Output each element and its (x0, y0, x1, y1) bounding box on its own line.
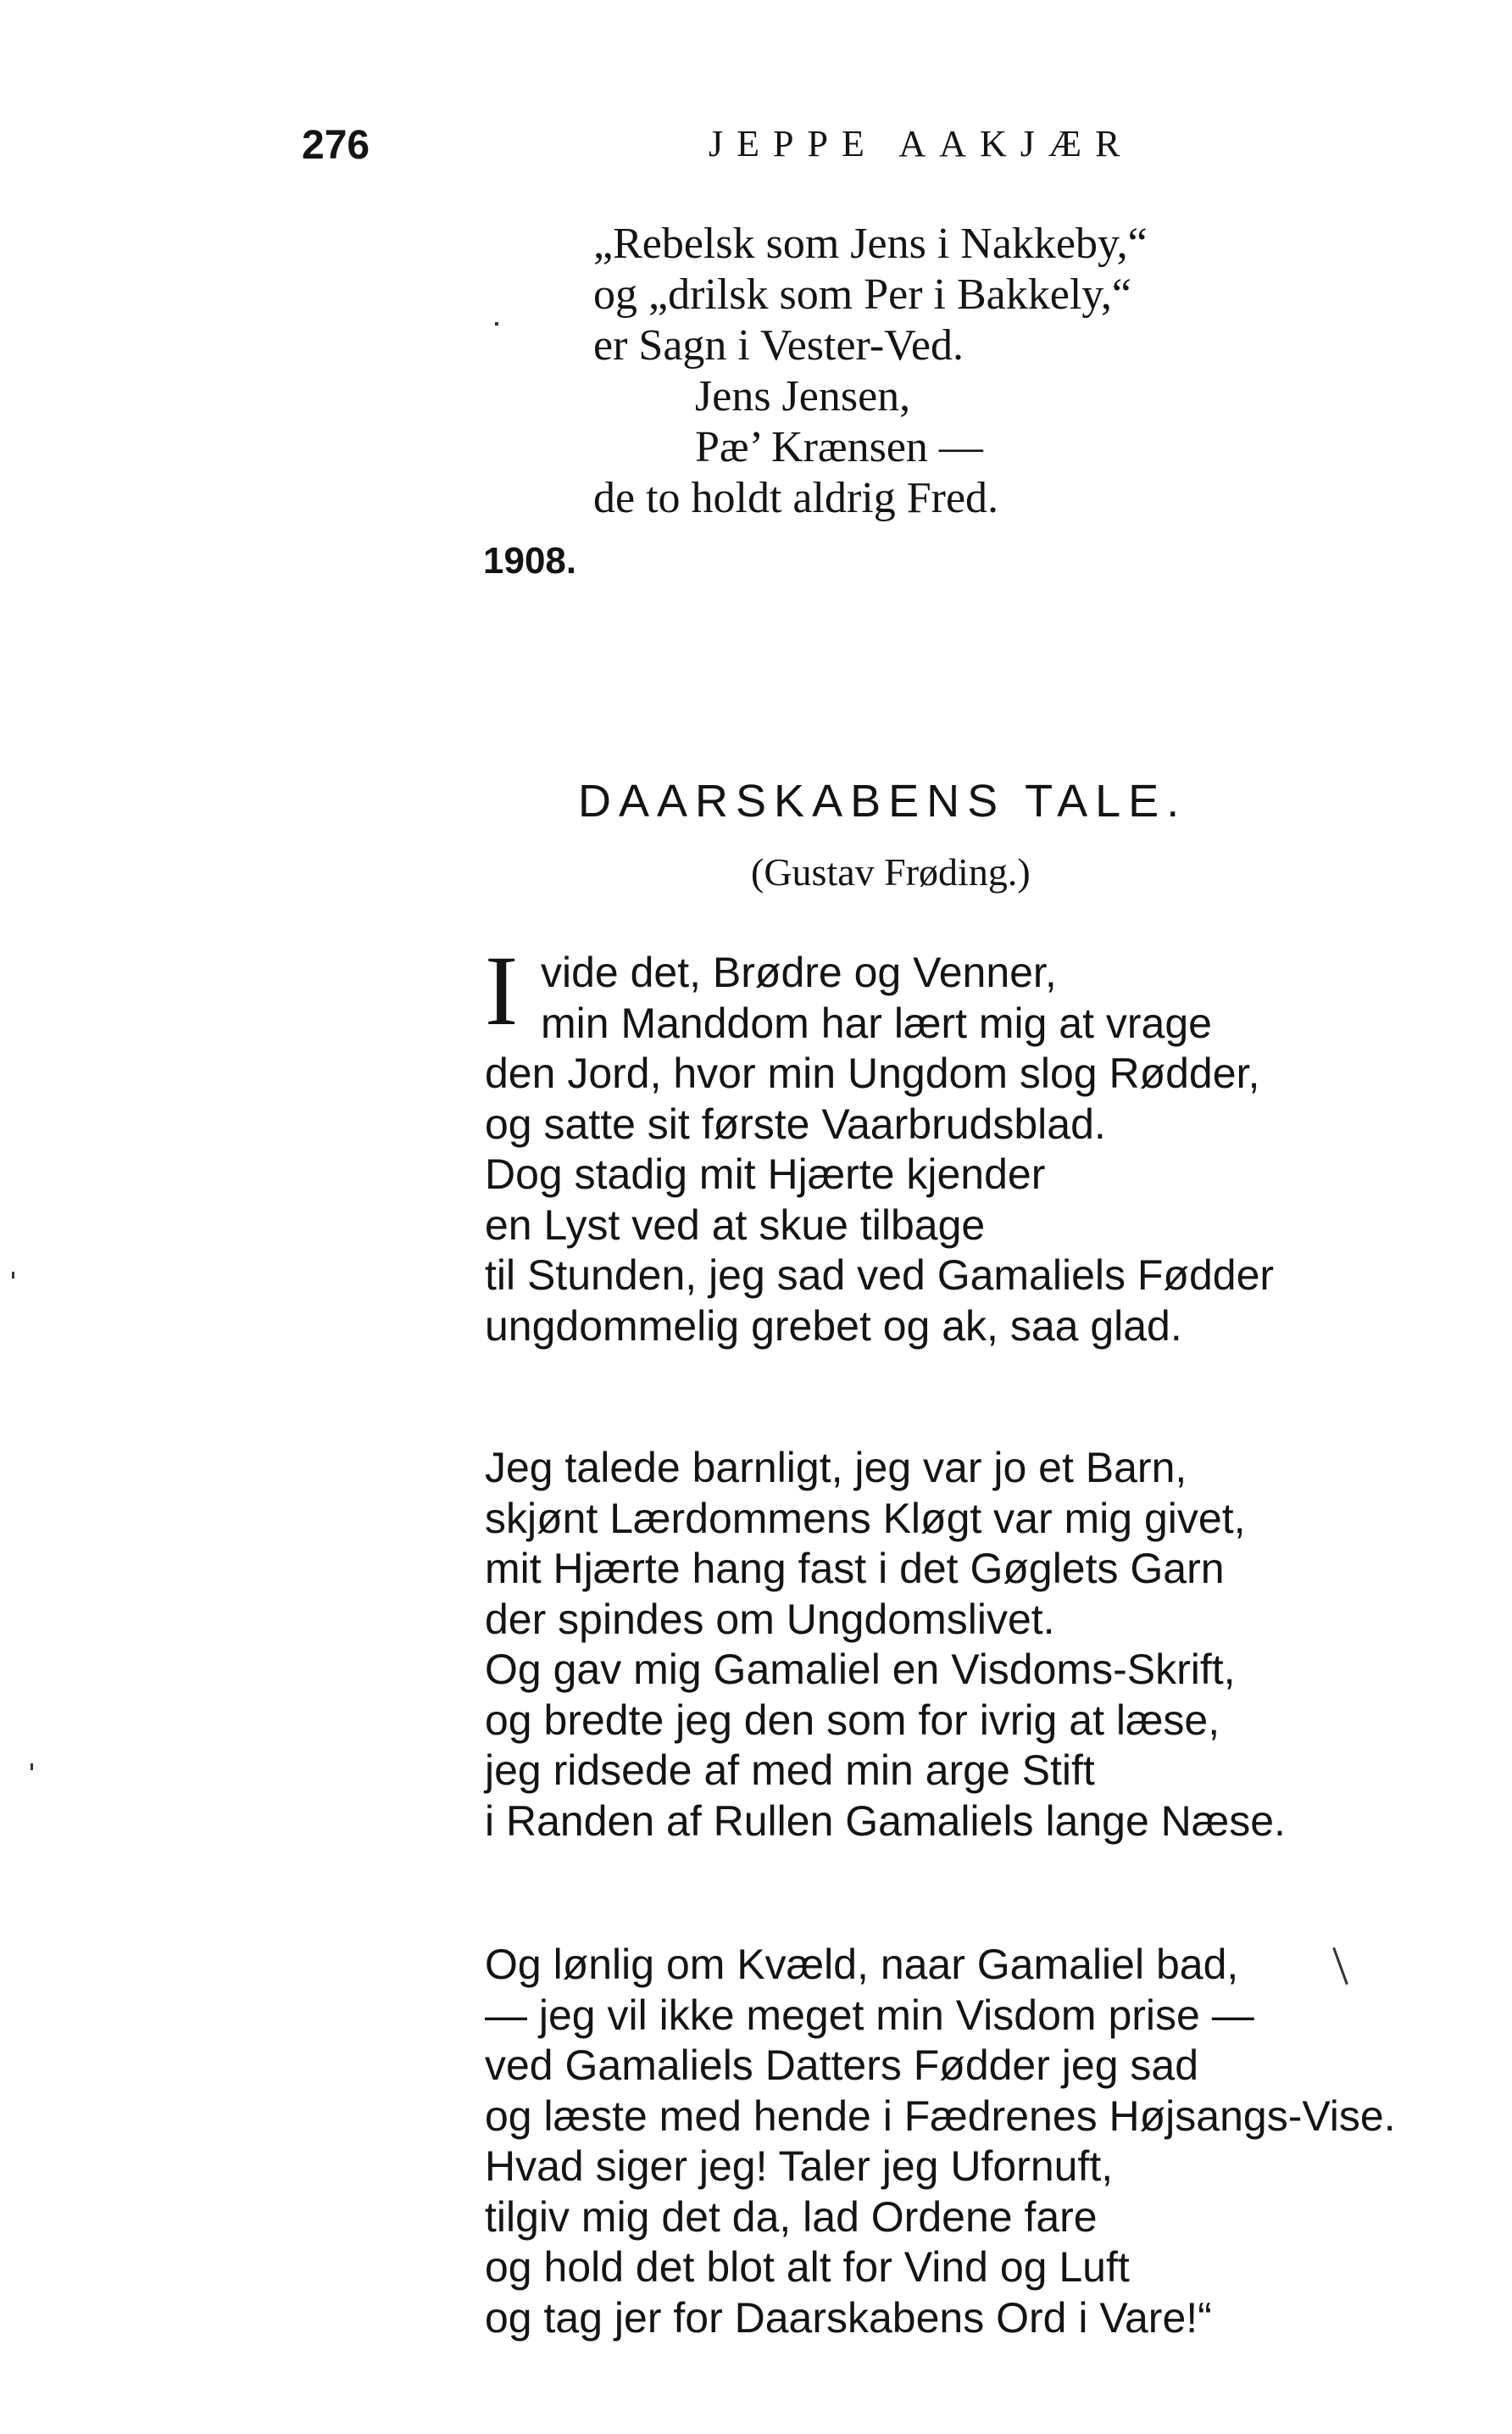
verse-line: Hvad siger jeg! Taler jeg Ufornuft, (485, 2142, 1114, 2190)
running-title: JEPPE AAKJÆR (709, 123, 1134, 164)
verse-line: og tag jer for Daarskabens Ord i Vare!“ (485, 2293, 1212, 2342)
drop-cap: I (485, 935, 519, 1046)
print-speck (495, 322, 498, 326)
verse-line: Dog stadig mit Hjærte kjender (485, 1150, 1046, 1198)
verse-line: og hold det blot alt for Vind og Luft (485, 2243, 1130, 2291)
verse-line: ungdommelig grebet og ak, saa glad. (485, 1301, 1182, 1350)
poem-author: (Gustav Frøding.) (751, 850, 1031, 894)
print-speck (12, 1272, 14, 1278)
verse-line: til Stunden, jeg sad ved Gamaliels Fødder (485, 1251, 1275, 1299)
print-speck (31, 1763, 33, 1770)
poem-line: og „drilsk som Per i Bakkely,“ (593, 270, 1131, 319)
verse-line: og læste med hende i Fædrenes Højsangs-Vise. (485, 2091, 1396, 2140)
stanza-2 (485, 1443, 1286, 1846)
verse-line: en Lyst ved at skue tilbage (485, 1200, 986, 1249)
verse-line: — jeg vil ikke meget min Visdom prise — (485, 1991, 1254, 2039)
verse-line: ved Gamaliels Datters Fødder jeg sad (485, 2041, 1199, 2089)
poem-year: 1908. (483, 540, 577, 582)
verse-line: og satte sit første Vaarbrudsblad. (485, 1100, 1106, 1148)
poem-title: DAARSKABENS TALE. (578, 776, 1187, 827)
verse-line: den Jord, hvor min Ungdom slog Rødder, (485, 1050, 1260, 1097)
verse-line: skjønt Lærdommens Kløgt var mig givet, (485, 1494, 1246, 1542)
poem-line: er Sagn i Vester-Ved. (593, 321, 964, 370)
poem-line: Jens Jensen, (695, 372, 911, 421)
verse-line: Jeg talede barnligt, jeg var jo et Barn, (485, 1444, 1187, 1491)
verse-line: jeg ridsede af med min arge Stift (485, 1746, 1095, 1794)
poem-line: „Rebelsk som Jens i Nakkeby,“ (593, 220, 1148, 268)
verse-line: der spindes om Ungdomslivet. (485, 1595, 1055, 1643)
poem-line: Pæ’ Krænsen — (695, 423, 983, 471)
verse-line: Og lønlig om Kvæld, naar Gamaliel bad, (485, 1941, 1239, 1988)
verse-line: i Randen af Rullen Gamaliels lange Næse. (485, 1796, 1286, 1845)
stanza-1 (485, 948, 1274, 1351)
verse-line: mit Hjærte hang fast i det Gøglets Garn (485, 1545, 1225, 1592)
poem-line: de to holdt aldrig Fred. (593, 474, 999, 522)
verse-line: vide det, Brødre og Venner, (541, 949, 1057, 996)
stanza-3 (485, 1940, 1396, 2343)
verse-line: min Manddom har lært mig at vrage (541, 999, 1212, 1047)
verse-line: og bredte jeg den som for ivrig at læse, (485, 1696, 1220, 1744)
verse-line: tilgiv mig det da, lad Ordene fare (485, 2192, 1098, 2241)
page-number: 276 (302, 123, 370, 168)
verse-line: Og gav mig Gamaliel en Visdoms-Skrift, (485, 1646, 1236, 1693)
